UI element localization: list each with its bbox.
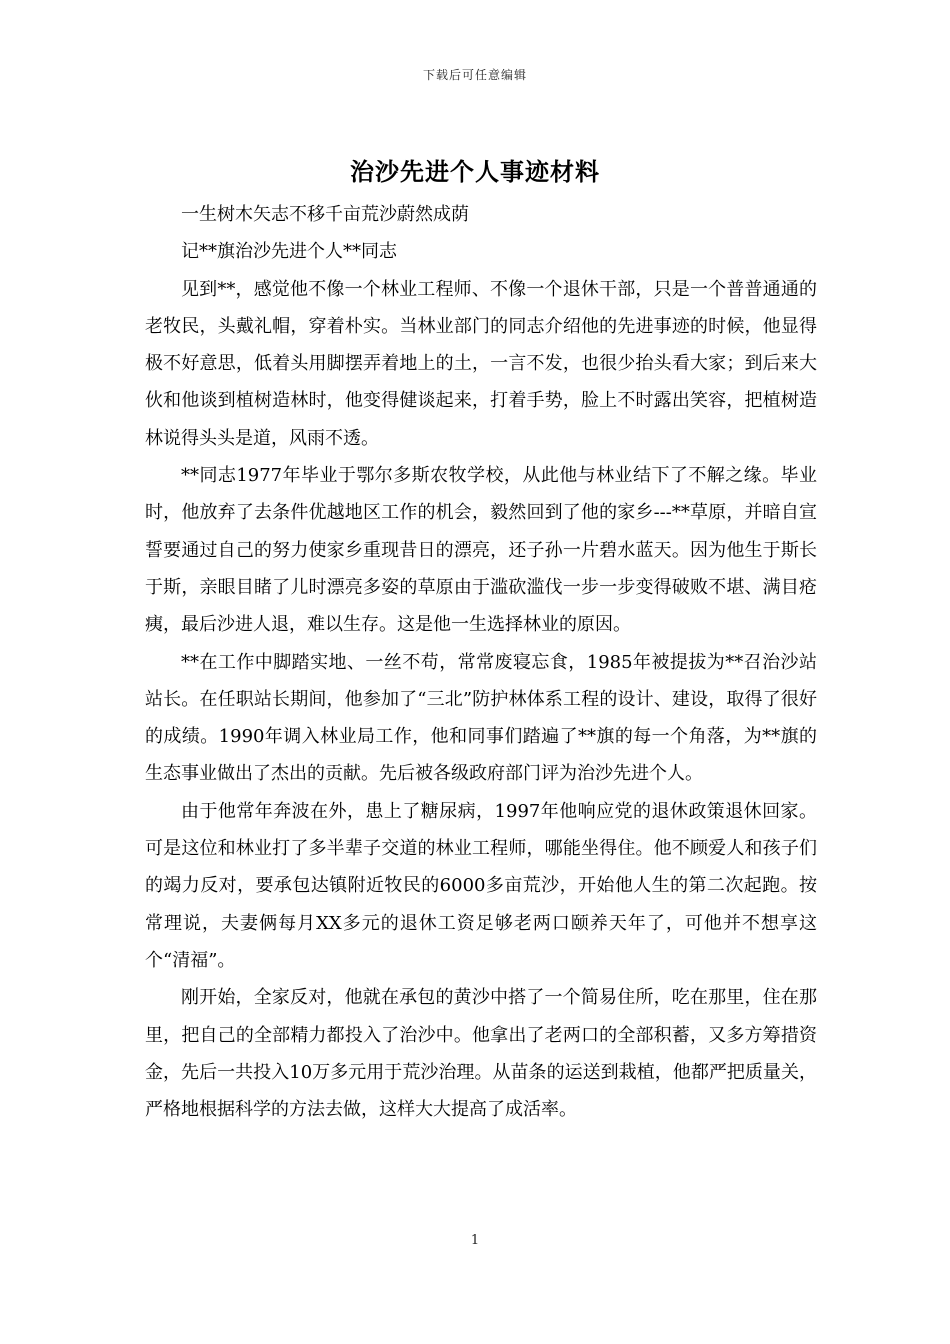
page-number: 1 [470, 1233, 480, 1248]
header-note: 下载后可任意编辑 [422, 68, 527, 82]
paragraph-4: 由于他常年奔波在外，患上了糖尿病，1997年他响应党的退休政策退休回家。可是这位和林业打了多半辈子交道的林业工程师，哪能坐得住。他不顾爱人和孩子们的竭力反对，要承包达镇附近牧民的6000多亩荒沙，开始他人生的第二次起跑。按常理说，夫妻俩每月XX多元的退休工资足够老两口颐养天年了，可他并不想享这个“清福”。 [145, 800, 817, 971]
paragraph-5: 刚开始，全家反对，他就在承包的黄沙中搭了一个简易住所，吃在那里，住在那里，把自己的全部精力都投入了治沙中。他拿出了老两口的全部积蓄，又多方筹措资金，先后一共投入10万多元用于荒沙治理。从苗条的运送到栽植，他都严把质量关，严格地根据科学的方法去做，这样大大提高了成活率。 [145, 987, 817, 1121]
document-title: 治沙先进个人事迹材料 [350, 157, 600, 186]
subtitle-line-2: 记**旗治沙先进个人**同志 [181, 241, 397, 263]
document-body [145, 196, 817, 1128]
subtitle-line-1: 一生树木矢志不移千亩荒沙蔚然成荫 [181, 204, 469, 225]
paragraph-2: **同志1977年毕业于鄂尔多斯农牧学校，从此他与林业结下了不解之缘。毕业时，他放弃了去条件优越地区工作的机会，毅然回到了他的家乡---**草原，并暗自宣誓要通过自己的努力使家乡重现昔日的漂亮，还子孙一片碧水蓝天。因为他生于斯长于斯，亲眼目睹了儿时漂亮多姿的草原由于滥砍滥伐一步一步变得破败不堪、满目疮痍，最后沙进人退，难以生存。这是他一生选择林业的原因。 [145, 465, 817, 636]
paragraph-3: **在工作中脚踏实地、一丝不苟，常常废寝忘食，1985年被提拔为**召治沙站站长。在任职站长期间，他参加了“三北”防护林体系工程的设计、建设，取得了很好的成绩。1990年调入林业局工作，他和同事们踏遍了**旗的每一个角落，为**旗的生态事业做出了杰出的贡献。先后被各级政府部门评为治沙先进个人。 [145, 651, 817, 785]
paragraph-1: 见到**，感觉他不像一个林业工程师、不像一个退休干部，只是一个普普通通的老牧民，头戴礼帽，穿着朴实。当林业部门的同志介绍他的先进事迹的时候，他显得极不好意思，低着头用脚摆弄着地上的土，一言不发，也很少抬头看大家；到后来大伙和他谈到植树造林时，他变得健谈起来，打着手势，脸上不时露出笑容，把植树造林说得头头是道，风雨不透。 [145, 278, 817, 449]
